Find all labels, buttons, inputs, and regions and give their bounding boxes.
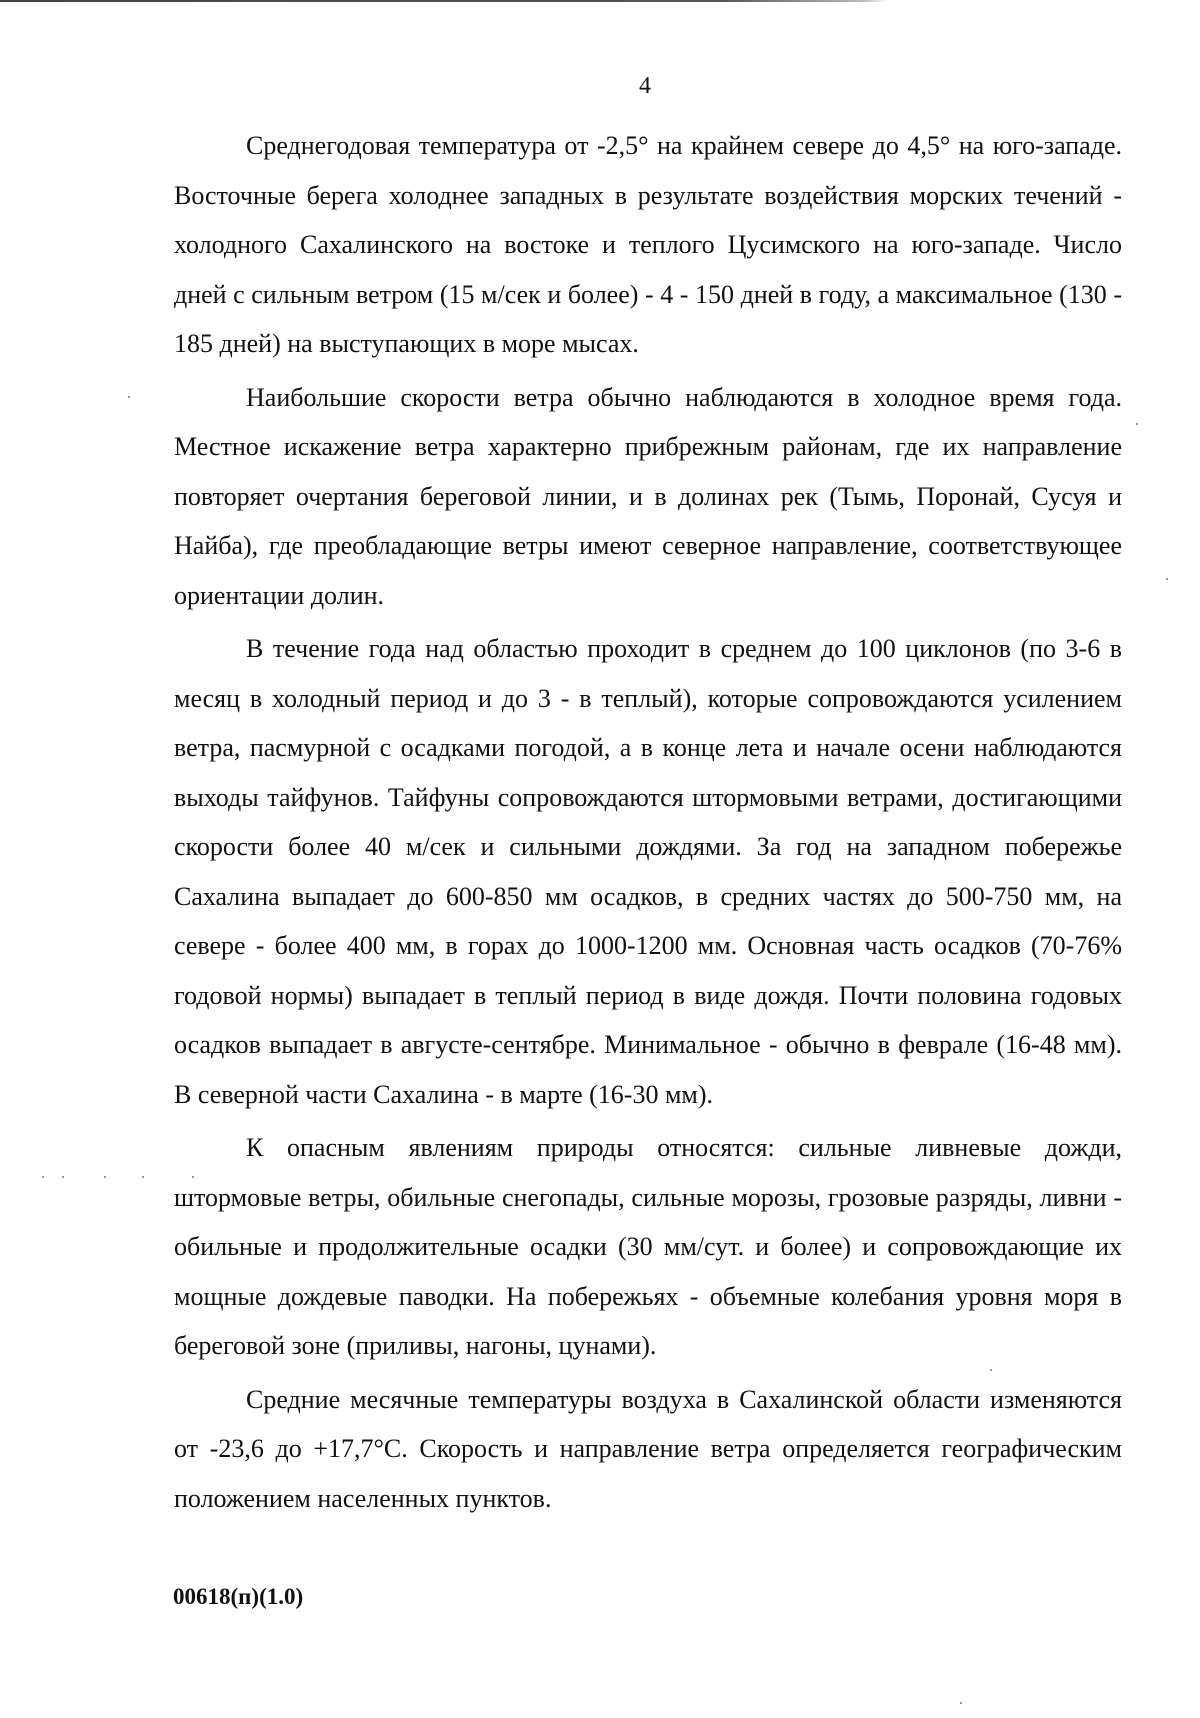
paragraph-hazardous-phenomena: К опасным явлениям природы относятся: сильные ливневые дожди, штормовые ветры, обильные снегопады, сильные морозы, грозовые разряды, ливни - обильные и продолжительные осадки (30 мм/сут. и более) и сопровождающие их мощные дождевые паводки. На побережьях - объемные колебания уровня моря в береговой зоне (приливы, нагоны, цунами). (174, 1133, 1122, 1360)
paragraph-monthly-temperatures: Средние месячные температуры воздуха в Сахалинской области изменяются от -23,6 до +17,7°С. Скорость и направление ветра определяется географическим положением населенных пунктов. (174, 1384, 1122, 1513)
scan-speck (128, 396, 130, 398)
page-number: 4 (639, 73, 651, 99)
scan-speck (960, 1702, 962, 1704)
scan-speck (42, 1176, 44, 1178)
scan-speck (192, 1176, 194, 1178)
paragraph-cyclones-precipitation: В течение года над областью проходит в среднем до 100 циклонов (по 3-6 в месяц в холодный период и до 3 - в теплый), которые сопровождаются усилением ветра, пасмурной с осадками погодой, а в конце лета и начале осени наблюдаются выходы тайфунов. Тайфуны сопровождаются штормовыми ветрами, достигающими скорости более 40 м/сек и сильными дождями. За год на западном побережье Сахалина выпадает до 600-850 мм осадков, в средних частях до 500-750 мм, на севере - более 400 мм, в горах до 1000-1200 мм. Основная часть осадков (70-76% годовой нормы) выпадает в теплый период в виде дождя. Почти половина годовых осадков выпадает в августе-сентябре. Минимальное - обычно в феврале (16-48 мм). В северной части Сахалина - в марте (16-30 мм). (174, 634, 1122, 1109)
scan-speck (1166, 578, 1168, 580)
scan-speck (62, 1176, 64, 1178)
scan-speck (1136, 423, 1138, 425)
scan-speck (990, 1369, 992, 1371)
document-body (174, 121, 1122, 1523)
scan-speck (142, 1176, 144, 1178)
paragraph-wind-speed: Наибольшие скорости ветра обычно наблюдаются в холодное время года. Местное искажение ветра характерно прибрежным районам, где их направление повторяет очертания береговой линии, и в долинах рек (Тымь, Поронай, Сусуя и Найба), где преобладающие ветры имеют северное направление, соответствующее ориентации долин. (174, 382, 1122, 610)
scan-speck (104, 1176, 106, 1178)
paragraph-climate-temperature: Среднегодовая температура от -2,5° на крайнем севере до 4,5° на юго-западе. Восточные берега холоднее западных в результате воздействия морских течений - холодного Сахалинского на востоке и теплого Цусимского на юго-западе. Число дней с сильным ветром (15 м/сек и более) - 4 - 150 дней в году, а максимальное (130 - 185 дней) на выступающих в море мысах. (174, 131, 1122, 358)
scan-top-edge (0, 0, 1200, 2)
document-code: 00618(п)(1.0) (173, 1584, 304, 1609)
